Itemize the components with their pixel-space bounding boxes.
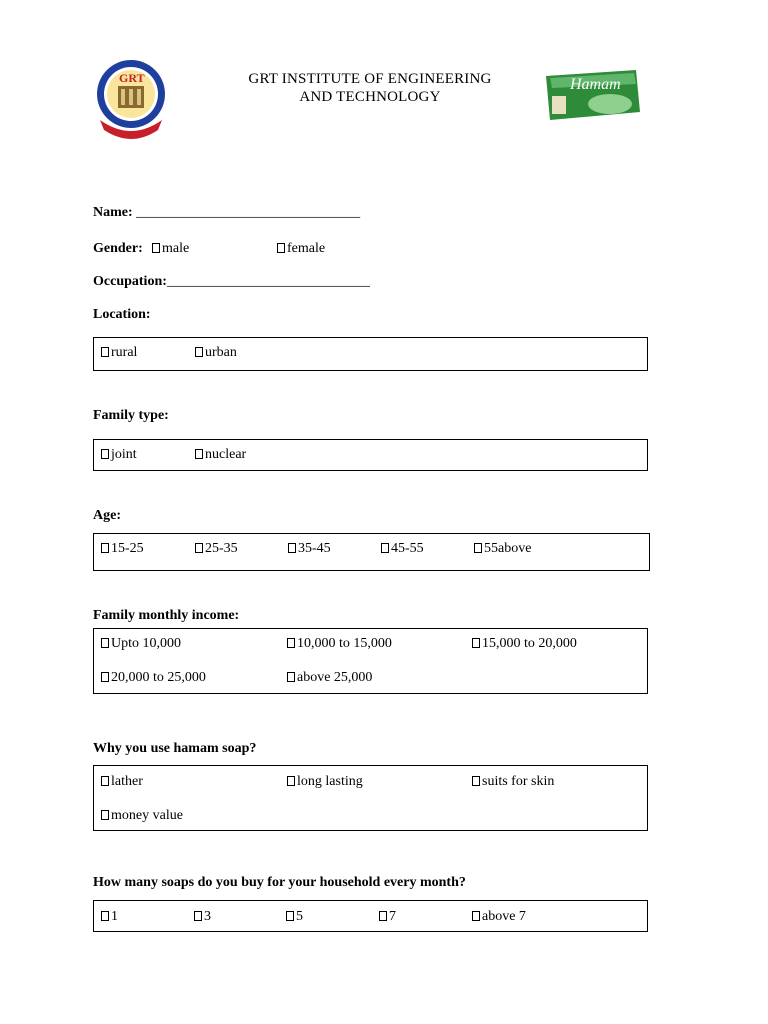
checkbox-icon — [152, 243, 160, 253]
hamam-logo-text: Hamam — [570, 76, 621, 93]
option-label: 15-25 — [111, 541, 144, 556]
checkbox-icon — [195, 543, 203, 553]
family-nuclear-checkbox[interactable] — [195, 447, 246, 463]
name-row — [93, 205, 360, 221]
option-label: nuclear — [205, 447, 247, 462]
income-15000-20000-checkbox[interactable] — [472, 636, 577, 652]
option-label: 20,000 to 25,000 — [111, 670, 206, 685]
option-label: 35-45 — [298, 541, 331, 556]
title-line-2: AND TECHNOLOGY — [299, 89, 441, 105]
income-box — [93, 628, 648, 694]
income-20000-25000-checkbox[interactable] — [101, 670, 206, 686]
why-hamam-box — [93, 765, 648, 831]
checkbox-icon — [472, 776, 480, 786]
name-label: Name: — [93, 205, 133, 220]
location-urban-checkbox[interactable] — [195, 345, 237, 361]
option-label: 55above — [484, 541, 532, 556]
location-box — [93, 337, 648, 371]
hamam-logo — [540, 66, 644, 124]
soaps-7-checkbox[interactable] — [379, 909, 396, 925]
option-label: male — [162, 241, 190, 256]
checkbox-icon — [195, 347, 203, 357]
option-label: above 25,000 — [297, 670, 373, 685]
grt-logo-text: GRT — [119, 71, 145, 85]
age-55above-checkbox[interactable] — [474, 541, 531, 557]
option-label: suits for skin — [482, 774, 555, 789]
occupation-row — [93, 274, 370, 290]
checkbox-icon — [101, 776, 109, 786]
checkbox-icon — [287, 776, 295, 786]
why-hamam-label: Why you use hamam soap? — [93, 741, 257, 756]
age-15-25-checkbox[interactable] — [101, 541, 144, 557]
income-above-25000-checkbox[interactable] — [287, 670, 372, 686]
checkbox-icon — [381, 543, 389, 553]
checkbox-icon — [287, 638, 295, 648]
option-label: joint — [111, 447, 137, 462]
option-label: 10,000 to 15,000 — [297, 636, 392, 651]
income-label: Family monthly income: — [93, 608, 240, 623]
checkbox-icon — [101, 911, 109, 921]
option-label: female — [287, 241, 326, 256]
checkbox-icon — [101, 449, 109, 459]
soaps-3-checkbox[interactable] — [194, 909, 211, 925]
title-line-1: GRT INSTITUTE OF ENGINEERING — [248, 71, 492, 87]
name-field[interactable]: ________________________________ — [136, 205, 361, 220]
location-label: Location: — [93, 307, 151, 322]
family-type-label: Family type: — [93, 408, 169, 423]
why-long-lasting-checkbox[interactable] — [287, 774, 363, 790]
option-label: 15,000 to 20,000 — [482, 636, 577, 651]
soaps-1-checkbox[interactable] — [101, 909, 118, 925]
option-label: urban — [205, 345, 237, 360]
checkbox-icon — [472, 911, 480, 921]
institute-title — [200, 70, 540, 106]
age-label: Age: — [93, 508, 121, 523]
occupation-field[interactable]: _____________________________ — [166, 274, 370, 289]
age-45-55-checkbox[interactable] — [381, 541, 424, 557]
family-type-box — [93, 439, 648, 471]
option-label: 1 — [111, 909, 118, 924]
option-label: long lasting — [297, 774, 363, 789]
checkbox-icon — [474, 543, 482, 553]
checkbox-icon — [195, 449, 203, 459]
gender-male-checkbox[interactable] — [152, 241, 189, 257]
option-label: rural — [111, 345, 138, 360]
income-upto-10000-checkbox[interactable] — [101, 636, 181, 652]
checkbox-icon — [379, 911, 387, 921]
checkbox-icon — [472, 638, 480, 648]
family-joint-checkbox[interactable] — [101, 447, 137, 463]
age-25-35-checkbox[interactable] — [195, 541, 238, 557]
checkbox-icon — [286, 911, 294, 921]
gender-female-checkbox[interactable] — [277, 241, 325, 257]
option-label: 5 — [296, 909, 303, 924]
checkbox-icon — [101, 810, 109, 820]
checkbox-icon — [277, 243, 285, 253]
why-money-value-checkbox[interactable] — [101, 808, 183, 824]
option-label: above 7 — [482, 909, 526, 924]
why-lather-checkbox[interactable] — [101, 774, 143, 790]
option-label: 45-55 — [391, 541, 424, 556]
option-label: Upto 10,000 — [111, 636, 181, 651]
soaps-above-7-checkbox[interactable] — [472, 909, 526, 925]
option-label: 7 — [389, 909, 396, 924]
gender-label-row — [93, 241, 143, 257]
checkbox-icon — [287, 672, 295, 682]
option-label: 25-35 — [205, 541, 238, 556]
checkbox-icon — [194, 911, 202, 921]
checkbox-icon — [101, 638, 109, 648]
checkbox-icon — [101, 347, 109, 357]
soaps-per-month-box — [93, 900, 648, 932]
age-35-45-checkbox[interactable] — [288, 541, 331, 557]
location-rural-checkbox[interactable] — [101, 345, 137, 361]
checkbox-icon — [101, 672, 109, 682]
grt-logo — [92, 58, 170, 142]
checkbox-icon — [101, 543, 109, 553]
soaps-per-month-label: How many soaps do you buy for your household every month? — [93, 875, 466, 890]
occupation-label: Occupation: — [93, 274, 167, 289]
why-suits-for-skin-checkbox[interactable] — [472, 774, 554, 790]
soaps-5-checkbox[interactable] — [286, 909, 303, 925]
gender-label: Gender: — [93, 241, 143, 256]
option-label: 3 — [204, 909, 211, 924]
option-label: lather — [111, 774, 143, 789]
age-box — [93, 533, 650, 571]
income-10000-15000-checkbox[interactable] — [287, 636, 392, 652]
checkbox-icon — [288, 543, 296, 553]
option-label: money value — [111, 808, 183, 823]
